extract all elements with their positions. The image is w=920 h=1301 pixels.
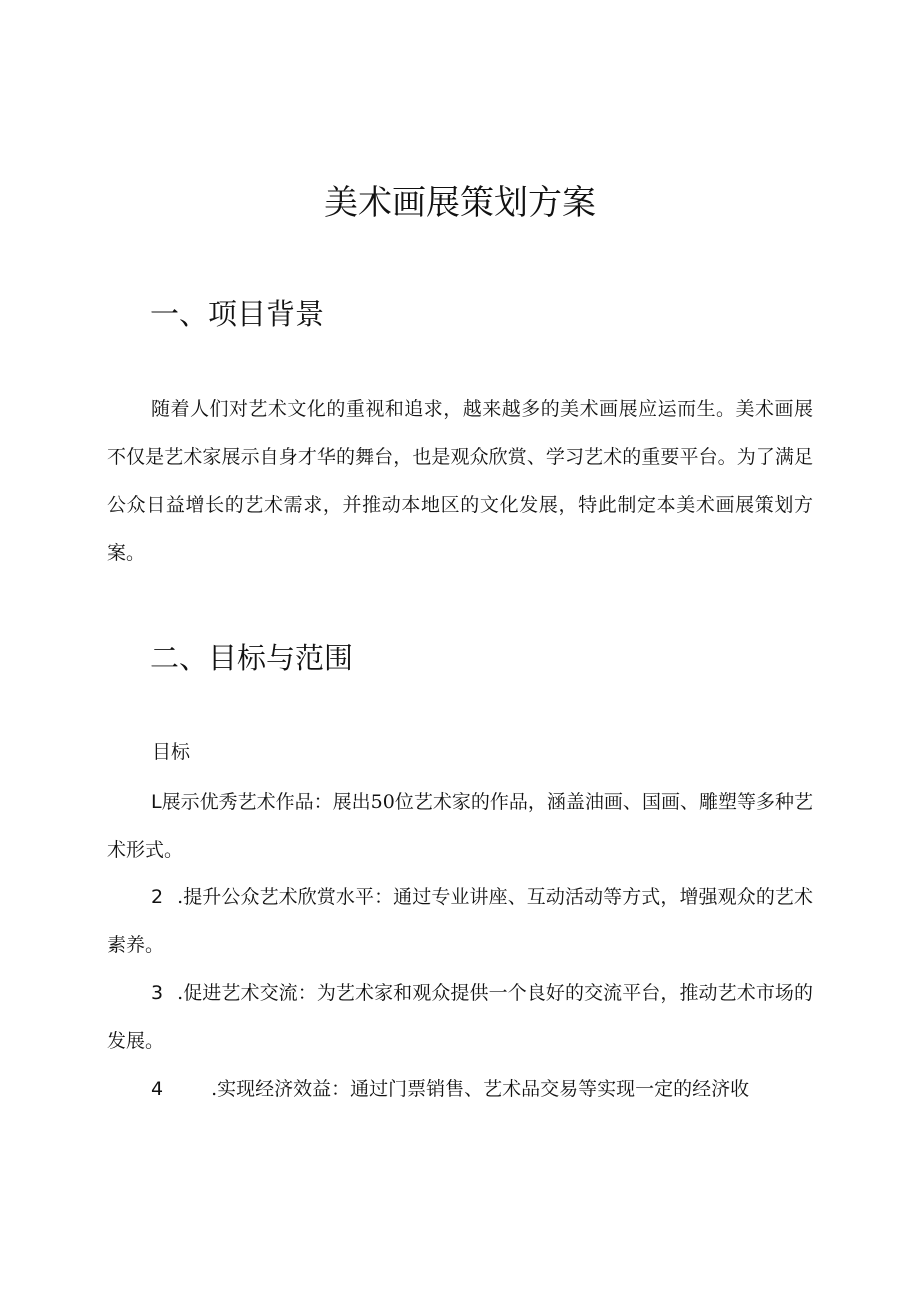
goal-item-number: L (151, 791, 162, 813)
goal-item-text: .提升公众艺术欣赏水平：通过专业讲座、互动活动等方式，增强观众的艺术素养。 (107, 886, 813, 956)
goals-subheading: 目标 (152, 741, 191, 763)
goal-item-4 (107, 1065, 813, 1113)
goal-item-number: 4 (151, 1078, 164, 1100)
goal-item-number: 3 (151, 982, 164, 1004)
goal-item-text: 展示优秀艺术作品：展出50位艺术家的作品，涵盖油画、国画、雕塑等多种艺术形式。 (107, 791, 813, 861)
section-heading-background: 一、项目背景 (150, 297, 325, 331)
goal-item-number: 2 (151, 886, 164, 908)
goal-item-1 (107, 778, 813, 874)
section-heading-goals-scope: 二、目标与范围 (150, 641, 354, 675)
goal-item-2 (107, 873, 813, 969)
goal-item-text: .实现经济效益：通过门票销售、艺术品交易等实现一定的经济收 (211, 1078, 750, 1100)
background-paragraph: 随着人们对艺术文化的重视和追求，越来越多的美术画展应运而生。美术画展不仅是艺术家展示自身才华的舞台，也是观众欣赏、学习艺术的重要平台。为了满足公众日益增长的艺术需求，并推动本地区的文化发展，特此制定本美术画展策划方案。 (107, 398, 813, 564)
document-title: 美术画展策划方案 (324, 183, 596, 223)
goal-item-3 (107, 969, 813, 1065)
goal-item-text: .促进艺术交流：为艺术家和观众提供一个良好的交流平台，推动艺术市场的发展。 (107, 982, 813, 1052)
